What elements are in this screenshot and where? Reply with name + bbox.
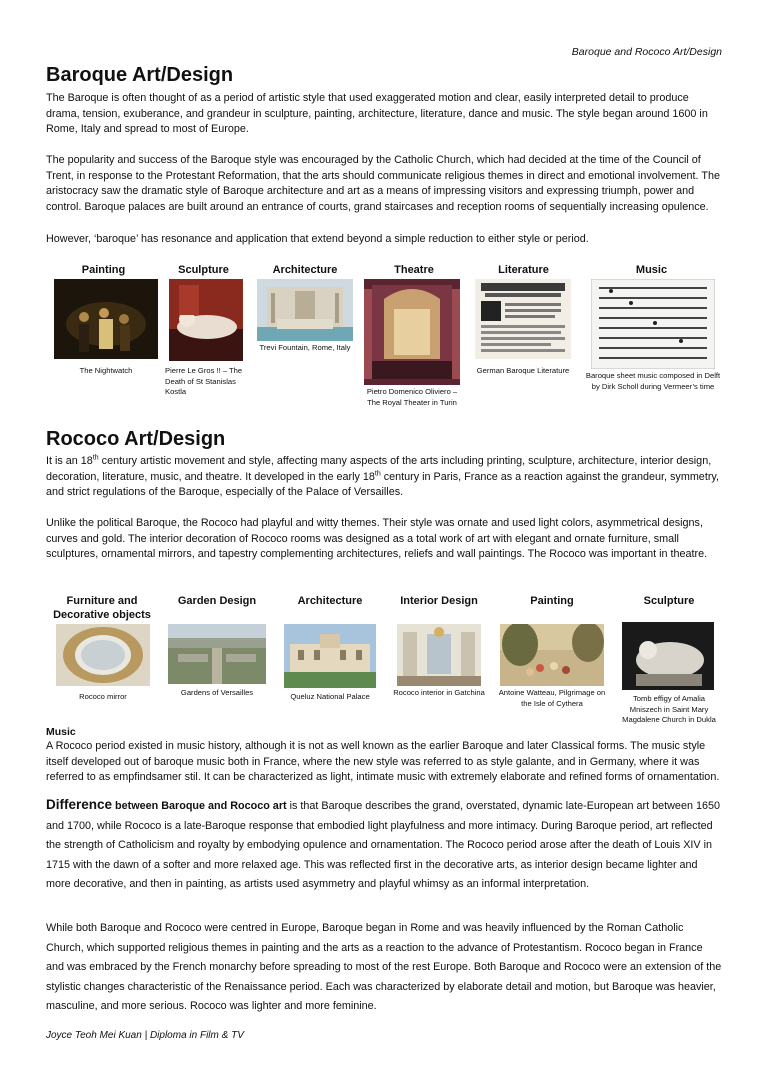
baroque-paragraph-2: The popularity and success of the Baroque style was encouraged by the Catholic Church, which had decided at the time of the Council of Trent, in response to the Protestant Reformation, that the arts should communicate religious themes in direct and emotional involvement. The aristocracy saw the dramatic style of Baroque architecture and art as a means of impressing visitors and expressing triumph, power and control. Baroque palaces are built around an entrance of courts, grand staircases and reception rooms of sequentially increasing opulence.	[46, 154, 720, 213]
gallery-caption: Trevi Fountain, Rome, Italy	[259, 343, 351, 352]
gardens-versailles-image	[168, 624, 266, 684]
rococo-title: Rococo Art/Design	[46, 428, 226, 450]
rococo-paragraph-1: It is an 18th century artistic movement and style, affecting many aspects of the arts including printing, sculpture, architecture, interior design, decoration, literature, music, and theatre. It developed in the early 18th century in Paris, France as a reaction against the grandeur, symmetry, and strict regulations of the Baroque, especially of the Palace of Versailles.	[46, 454, 720, 499]
baroque-paragraph-1: The Baroque is often thought of as a period of artistic style that used exaggerated motion and clear, easily interpreted detail to produce drama, tension, exuberance, and grandeur in sculpture, painting, architecture, literature, dance and music. The style began around 1600 in Rome, Italy and spread to most of Europe.	[46, 92, 708, 136]
baroque-title: Baroque Art/Design	[46, 64, 234, 86]
gatchina-interior-image	[397, 624, 481, 686]
sculpture-image	[169, 279, 243, 361]
gallery-caption: Rococo mirror	[79, 692, 127, 701]
baroque-paragraph-3: However, ‘baroque’ has resonance and application that extend beyond a simple reduction to either style or period.	[46, 233, 589, 245]
gallery-caption: Pierre Le Gros !! – The Death of St Stanislas Kostla	[165, 366, 243, 396]
literature-image	[475, 279, 571, 359]
rococo-gallery	[46, 594, 722, 724]
difference-paragraph-2: While both Baroque and Rococo were centred in Europe, Baroque began in Rome and was heavily influenced by the Roman Catholic Church, which supported religious themes in painting and the arts as a reaction to the advance of Protestantism. Rococo began in France and was embraced by the French monarchy before spreading to most of the rest Europe. Both Baroque and Rococo were an extension of the stylistic changes characteristic of the Renaissance period. Each was characterized by elaborate detail and motion, but Baroque was heavier, masculine, and more serious. Rococo was lighter and more feminine.	[46, 922, 722, 1012]
baroque-item-architecture	[251, 263, 359, 352]
baroque-item-sculpture	[161, 263, 246, 396]
rococo-item-sculpture	[616, 594, 722, 724]
rococo-paragraph-2: Unlike the political Baroque, the Rococo had playful and witty themes. Their style was ornate and used light colors, asymmetrical designs, curves and gold. The interior decoration of Rococo rooms was designed as a total work of art with elegant and ornate furniture, small sculptures, ornamental mirrors, and tapestry complementing architectures, reliefs and wall paintings. The Rococo was important in theatre.	[46, 517, 708, 561]
music-heading: Music	[46, 726, 76, 738]
gallery-label: Furniture and Decorative objects	[53, 595, 151, 621]
baroque-gallery	[46, 263, 722, 423]
nightwatch-image	[54, 279, 158, 359]
gallery-caption: Tomb effigy of Amalia Mniszech in Saint Mary Magdalene Church in Dukla	[622, 694, 716, 724]
gallery-label: Music	[635, 264, 668, 276]
gallery-label: Sculpture	[643, 595, 695, 607]
running-header: Baroque and Rococo Art/Design	[571, 46, 722, 58]
gallery-caption: The Nightwatch	[79, 366, 133, 375]
rococo-item-painting	[496, 594, 608, 708]
gallery-label: Garden Design	[177, 595, 257, 607]
gallery-label: Painting	[81, 264, 126, 276]
rococo-item-architecture	[282, 594, 378, 701]
gallery-caption: Queluz National Palace	[290, 692, 370, 701]
baroque-item-theatre	[364, 263, 464, 407]
gallery-caption: Pietro Domenico Oliviero – The Royal Theater in Turin	[366, 387, 458, 407]
gallery-label: Literature	[498, 264, 549, 276]
baroque-item-music	[581, 263, 722, 391]
gallery-caption: Gardens of Versailles	[180, 688, 254, 697]
rococo-mirror-image	[56, 624, 150, 686]
gallery-label: Theatre	[394, 264, 434, 276]
gallery-label: Sculpture	[178, 264, 229, 276]
watteau-painting-image	[500, 624, 604, 686]
gallery-label: Painting	[530, 595, 574, 607]
rococo-music-paragraph: A Rococo period existed in music history, although it is not as well known as the earlier Baroque and later Classical forms. The music style itself developed out of baroque music both in France, where the new style was referred to as style galante, and in Germany, where it was referred to as empfindsamer stil. It can be characterized as light, intimate music with extremely elaborate and refined forms of ornamentation.	[46, 740, 720, 784]
baroque-item-literature	[471, 263, 576, 375]
tomb-effigy-image	[622, 622, 714, 690]
gallery-label: Interior Design	[400, 595, 478, 607]
queluz-palace-image	[284, 624, 376, 688]
royal-theater-image	[364, 279, 460, 385]
rococo-item-garden	[164, 594, 270, 697]
baroque-item-painting	[46, 263, 161, 375]
rococo-item-interior	[389, 594, 489, 697]
gallery-label: Architecture	[297, 595, 363, 607]
gallery-caption: Antoine Watteau, Pilgrimage on the Isle of Cythera	[498, 688, 606, 708]
footer-author: Joyce Teoh Mei Kuan | Diploma in Film & TV	[46, 1030, 244, 1041]
gallery-label: Architecture	[272, 264, 338, 276]
difference-paragraph-1: Difference between Baroque and Rococo art is that Baroque describes the grand, overstated, dynamic late-European art between 1650 and 1700, while Rococo is a late-Baroque response that embodied light playfulness and more intimacy. During Baroque period, art reflected the strength of Catholicism and royalty by embodying opulence and ornamentation. The Rococo period arose after the death of Louis XIV in 1715 with the dawn of a softer and more relaxed age. This was reflected first in the decorative arts, as interior design became lighter and more decorative, and then in painting, as artists used asymmetry and playful whimsy as an informal interpretation.	[46, 797, 720, 890]
rococo-item-furniture	[46, 594, 158, 701]
gallery-caption: Baroque sheet music composed in Delft by Dirk Scholl during Vermeer’s time	[585, 371, 721, 391]
gallery-caption: German Baroque Literature	[476, 366, 570, 375]
trevi-fountain-image	[257, 279, 353, 341]
gallery-caption: Rococo interior in Gatchina	[393, 688, 485, 697]
sheet-music-image	[591, 279, 715, 369]
